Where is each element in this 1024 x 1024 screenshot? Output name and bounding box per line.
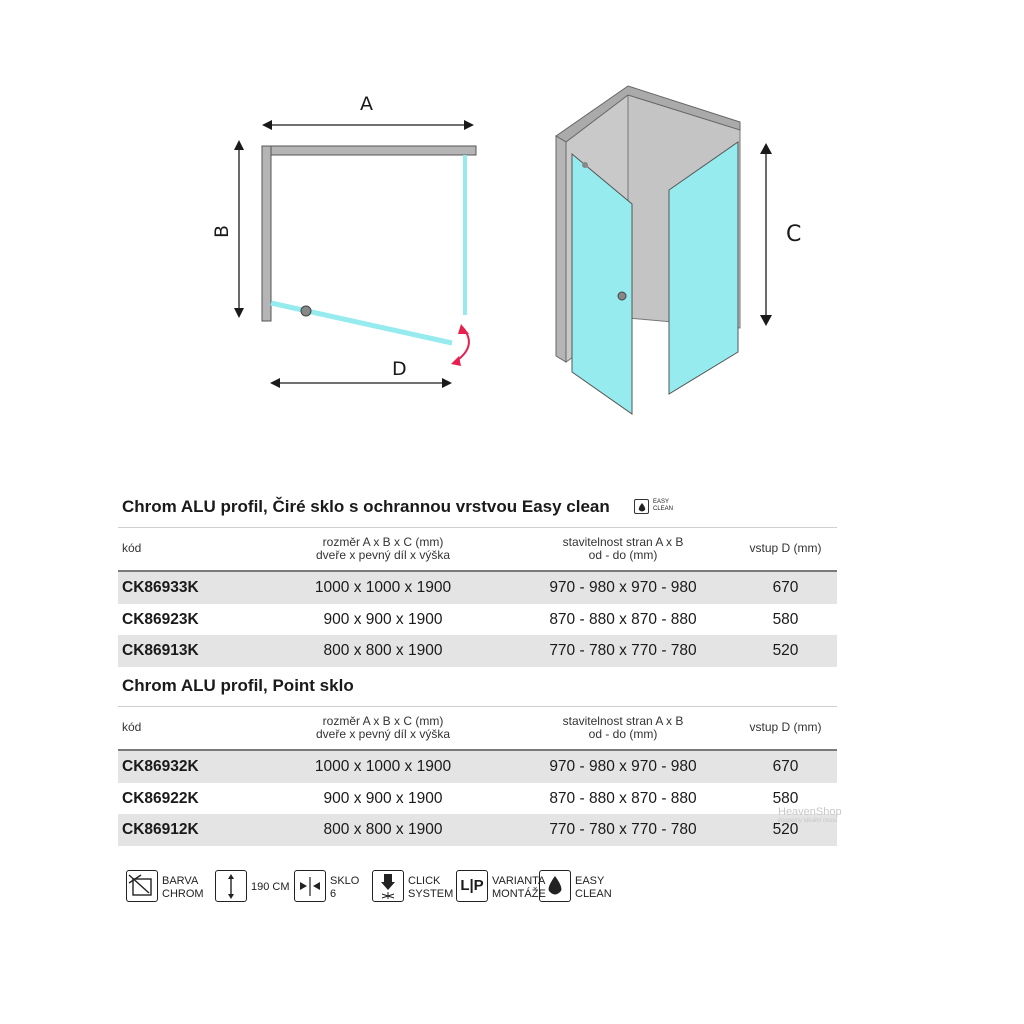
easy-text-2: CLEAN	[575, 888, 612, 900]
watermark-tagline: koupelny ideální cesta	[778, 818, 838, 824]
header-kod: kód	[122, 720, 142, 734]
cell-vstup: 670	[772, 579, 799, 596]
table2-title-text: Chrom ALU profil, Point sklo	[122, 676, 354, 695]
cell-size: 1000 x 1000 x 1900	[314, 758, 452, 775]
cell-code: CK86932K	[122, 758, 199, 775]
table2-title	[122, 676, 354, 696]
header-vstup: vstup D (mm)	[749, 541, 822, 555]
cell-adj: 970 - 980 x 970 - 980	[549, 758, 697, 775]
header-adj	[523, 715, 723, 741]
cell-vstup: 580	[772, 610, 799, 628]
header-size-1: rozměr A x B x C (mm)	[322, 714, 444, 728]
header-size-2: dveře x pevný díl x výška	[315, 548, 451, 562]
table2-header	[118, 706, 837, 751]
cell-adj: 770 - 780 x 770 - 780	[549, 642, 697, 659]
click-system-icon	[372, 870, 404, 902]
cell-size: 1000 x 1000 x 1900	[314, 579, 452, 596]
cell-vstup: 520	[772, 821, 799, 838]
header-vstup: vstup D (mm)	[749, 720, 822, 734]
height-arrow-icon	[215, 870, 247, 902]
cell-vstup: 580	[772, 789, 799, 807]
sklo-text-2: 6	[330, 888, 337, 900]
click-text-1: CLICK	[408, 875, 441, 887]
color-swatch-icon	[126, 870, 158, 902]
header-size	[283, 715, 483, 741]
barva-text-1: BARVA	[162, 875, 199, 887]
cell-size: 900 x 900 x 1900	[323, 789, 443, 807]
varianta-text-2: MONTÁŽE	[492, 888, 546, 900]
header-adj-1: stavitelnost stran A x B	[562, 535, 684, 549]
label-b: B	[211, 224, 233, 238]
watermark-brand: HeavenShop	[778, 806, 842, 818]
badge-text-2: CLEAN	[653, 506, 674, 512]
label-c: C	[786, 222, 802, 247]
table-row	[118, 814, 837, 846]
cell-size: 800 x 800 x 1900	[323, 821, 443, 838]
header-size	[283, 536, 483, 562]
table1-header	[118, 527, 837, 572]
cell-adj: 870 - 880 x 870 - 880	[549, 789, 697, 807]
table-row	[118, 783, 837, 815]
cell-code: CK86912K	[122, 821, 199, 838]
sklo-text-1: SKLO	[330, 875, 360, 887]
easy-clean-badge	[634, 499, 674, 515]
varianta-icon-text: L|P	[460, 877, 484, 894]
table-row	[118, 572, 837, 604]
watermark	[778, 806, 842, 824]
cell-vstup: 670	[772, 758, 799, 775]
table-row	[118, 751, 837, 783]
cell-size: 900 x 900 x 1900	[323, 610, 443, 628]
header-adj-2: od - do (mm)	[588, 727, 658, 741]
table1-title-text: Chrom ALU profil, Čiré sklo s ochrannou vrstvou Easy clean	[122, 497, 610, 516]
badge-drop-icon	[634, 499, 649, 514]
cell-adj: 770 - 780 x 770 - 780	[549, 821, 697, 838]
header-size-1: rozměr A x B x C (mm)	[322, 535, 444, 549]
cell-code: CK86913K	[122, 642, 199, 659]
dimension-c	[760, 143, 801, 326]
table-row	[118, 604, 837, 636]
mounting-variant-icon	[456, 870, 488, 902]
glass-thickness-icon	[294, 870, 326, 902]
table1	[118, 527, 837, 667]
perspective-diagram	[0, 0, 1024, 460]
header-adj-1: stavitelnost stran A x B	[562, 714, 684, 728]
water-drop-icon	[539, 870, 571, 902]
barva-text-2: CHROM	[162, 888, 204, 900]
header-size-2: dveře x pevný díl x výška	[315, 727, 451, 741]
table1-title	[122, 497, 610, 517]
cell-code: CK86923K	[122, 610, 199, 628]
table-row	[118, 635, 837, 667]
table2	[118, 706, 837, 846]
header-kod: kód	[122, 541, 142, 555]
cell-adj: 870 - 880 x 870 - 880	[549, 610, 697, 628]
cell-vstup: 520	[772, 642, 799, 659]
height-text: 190 CM	[251, 881, 290, 893]
header-adj	[523, 536, 723, 562]
cell-code: CK86922K	[122, 789, 199, 807]
label-a: A	[360, 93, 373, 115]
label-d: D	[392, 358, 407, 380]
cell-size: 800 x 800 x 1900	[323, 642, 443, 659]
cell-adj: 970 - 980 x 970 - 980	[549, 579, 697, 596]
door-handle-dot-3d	[618, 292, 626, 300]
door-hinge-dot	[582, 162, 588, 168]
header-adj-2: od - do (mm)	[588, 548, 658, 562]
varianta-text-1: VARIANTA	[492, 875, 546, 887]
cell-code: CK86933K	[122, 579, 199, 596]
badge-text-1: EASY	[653, 499, 670, 505]
easy-text-1: EASY	[575, 875, 605, 887]
click-text-2: SYSTEM	[408, 888, 454, 900]
left-profile-3d	[556, 136, 566, 362]
